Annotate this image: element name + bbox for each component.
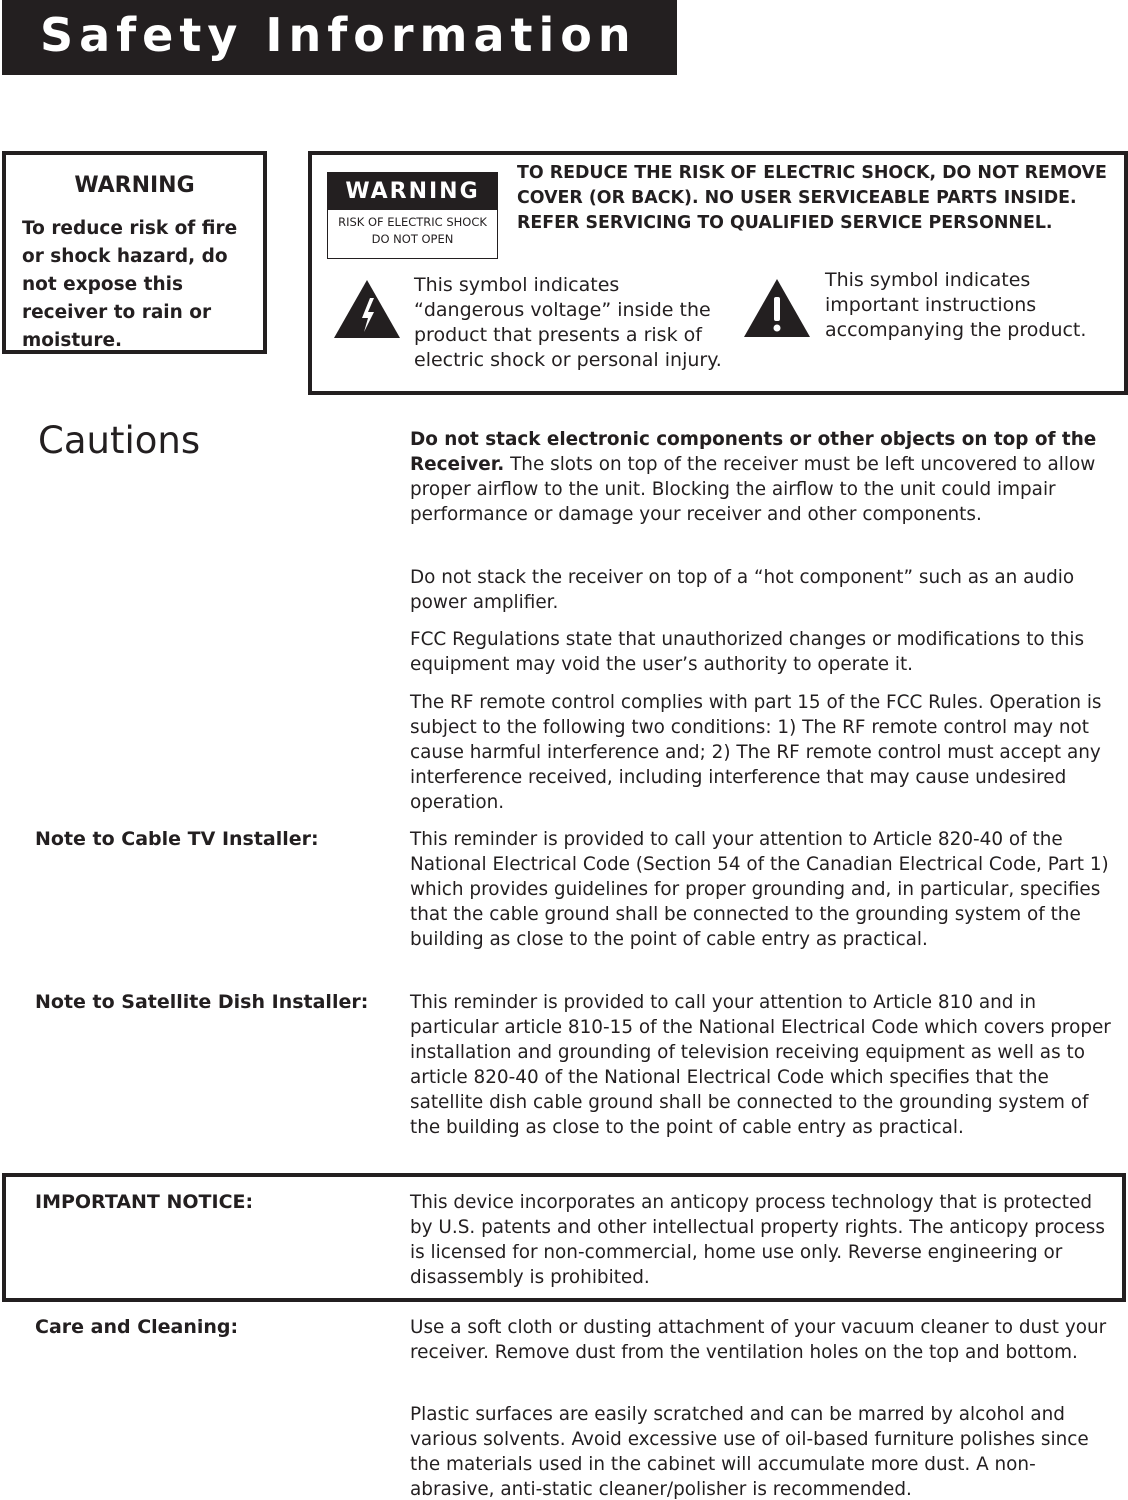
caution-stacking-paragraph bbox=[410, 427, 1115, 527]
warning-label-line1: RISK OF ELECTRIC SHOCK bbox=[338, 215, 487, 229]
electric-shock-warning-text: TO REDUCE THE RISK OF ELECTRIC SHOCK, DO NOT REMOVE COVER (OR BACK). NO USER SERVICEABLE PARTS INSIDE. REFER SERVICING TO QUALIFIED SERVICE PERSONNEL. bbox=[517, 163, 1107, 233]
warning-label-line2: DO NOT OPEN bbox=[371, 232, 454, 246]
instructions-symbol-description: This symbol indicates important instructions accompanying the product. bbox=[825, 269, 1087, 341]
warning-box-electric-shock bbox=[308, 151, 1128, 395]
cable-installer-text: This reminder is provided to call your attention to Article 820-40 of the National Electrical Code (Section 54 of the Canadian Electrical Code, Part 1) which provides guidelines for proper grounding and, in particular, specifies that the cable ground shall be connected to the grounding system of the building as close to the point of cable entry as practical. bbox=[410, 829, 1109, 950]
page-title: Safety Information bbox=[40, 8, 637, 62]
caution-hot-component-paragraph: Do not stack the receiver on top of a “hot component” such as an audio power amplifier. bbox=[410, 567, 1075, 613]
caution-stacking-text: The slots on top of the receiver must be left uncovered to allow proper airflow to the unit. Blocking the airflow to the unit could impair performance or damage your receiver and other components. bbox=[410, 454, 1096, 525]
caution-rf-remote-paragraph: The RF remote control complies with part 15 of the FCC Rules. Operation is subject to the following two conditions: 1) The RF remote control may not cause harmful interference and; 2) The RF remote control must accept any interference received, including interference that may cause undesired operation. bbox=[410, 692, 1102, 813]
lightning-triangle-icon bbox=[332, 278, 402, 340]
exclamation-triangle-icon bbox=[742, 277, 812, 339]
warning-box-moisture bbox=[2, 151, 267, 354]
care-cleaning-paragraph-2: Plastic surfaces are easily scratched and can be marred by alcohol and various solvents. Avoid excessive use of oil-based furniture polishes since the materials used in the cabinet will accumulate more dust. A non-abrasive, anti-static cleaner/polisher is recommended. bbox=[410, 1404, 1089, 1500]
cautions-heading: Cautions bbox=[38, 419, 201, 462]
satellite-installer-text: This reminder is provided to call your attention to Article 810 and in particular article 810-15 of the National Electrical Code which covers proper installation and grounding of television receiving equipment as well as to article 820-40 of the National Electrical Code which specifies that the satellite dish cable ground shall be connected to the grounding system of the building as close to the point of cable entry as practical. bbox=[410, 992, 1111, 1138]
care-cleaning-paragraph-1: Use a soft cloth or dusting attachment of your vacuum cleaner to dust your receiver. Remove dust from the ventilation holes on the top and bottom. bbox=[410, 1317, 1107, 1363]
warning-title: WARNING bbox=[74, 173, 195, 198]
caution-stacking-lead: Do not stack electronic components or other objects on top of the Receiver. bbox=[410, 429, 1097, 475]
warning-text: To reduce risk of fire or shock hazard, do not expose this receiver to rain or moisture. bbox=[22, 218, 238, 351]
voltage-symbol-description: This symbol indicates “dangerous voltage” inside the product that presents a risk of electric shock or personal injury. bbox=[414, 274, 722, 371]
warning-label bbox=[327, 172, 498, 259]
warning-label-title: WARNING bbox=[328, 173, 497, 210]
page-title-bar bbox=[2, 0, 677, 75]
important-notice-label: IMPORTANT NOTICE: bbox=[35, 1191, 254, 1213]
important-notice-text: This device incorporates an anticopy process technology that is protected by U.S. patents and other intellectual property rights. The anticopy process is licensed for non-commercial, home use only. Reverse engineering or disassembly is prohibited. bbox=[410, 1192, 1105, 1288]
care-cleaning-label: Care and Cleaning: bbox=[35, 1316, 239, 1338]
warning-label-subtext bbox=[328, 210, 497, 248]
satellite-installer-label: Note to Satellite Dish Installer: bbox=[35, 991, 369, 1013]
caution-fcc-paragraph: FCC Regulations state that unauthorized changes or modifications to this equipment may void the user’s authority to operate it. bbox=[410, 629, 1085, 675]
cable-installer-label: Note to Cable TV Installer: bbox=[35, 828, 319, 850]
